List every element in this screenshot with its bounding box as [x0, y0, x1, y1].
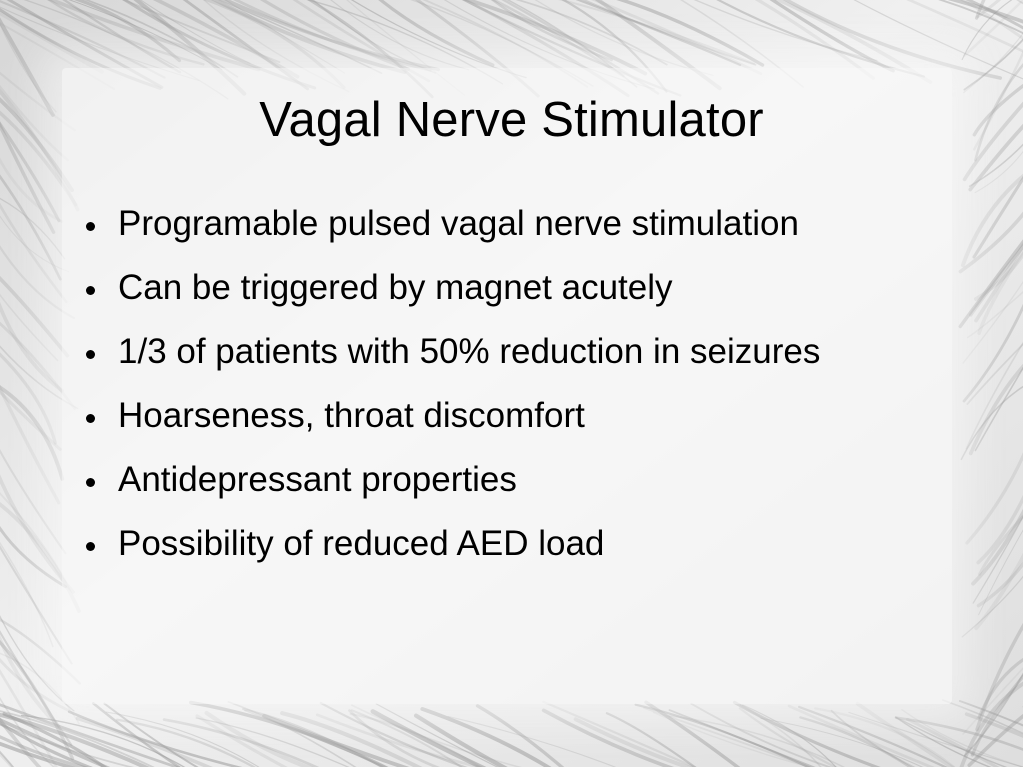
bullet-dot-icon	[86, 350, 95, 359]
bullet-dot-icon	[86, 286, 95, 295]
slide-title: Vagal Nerve Stimulator	[259, 93, 764, 147]
bullet-item	[83, 258, 983, 322]
bullet-dot-icon	[86, 542, 95, 551]
bullet-item	[83, 514, 983, 578]
bullet-item	[83, 386, 983, 450]
bullet-item	[83, 450, 983, 514]
bullet-list	[83, 194, 983, 578]
bullet-item	[83, 194, 983, 258]
bullet-text: Possibility of reduced AED load	[118, 524, 605, 563]
bullet-dot-icon	[86, 414, 95, 423]
bullet-item	[83, 322, 983, 386]
bullet-text: Programable pulsed vagal nerve stimulation	[118, 204, 799, 243]
bullet-dot-icon	[86, 478, 95, 487]
bullet-text: Can be triggered by magnet acutely	[118, 268, 673, 307]
bullet-text: Hoarseness, throat discomfort	[118, 396, 585, 435]
bullet-dot-icon	[86, 222, 95, 231]
bullet-text: Antidepressant properties	[118, 460, 517, 499]
bullet-text: 1/3 of patients with 50% reduction in seizures	[118, 332, 821, 371]
